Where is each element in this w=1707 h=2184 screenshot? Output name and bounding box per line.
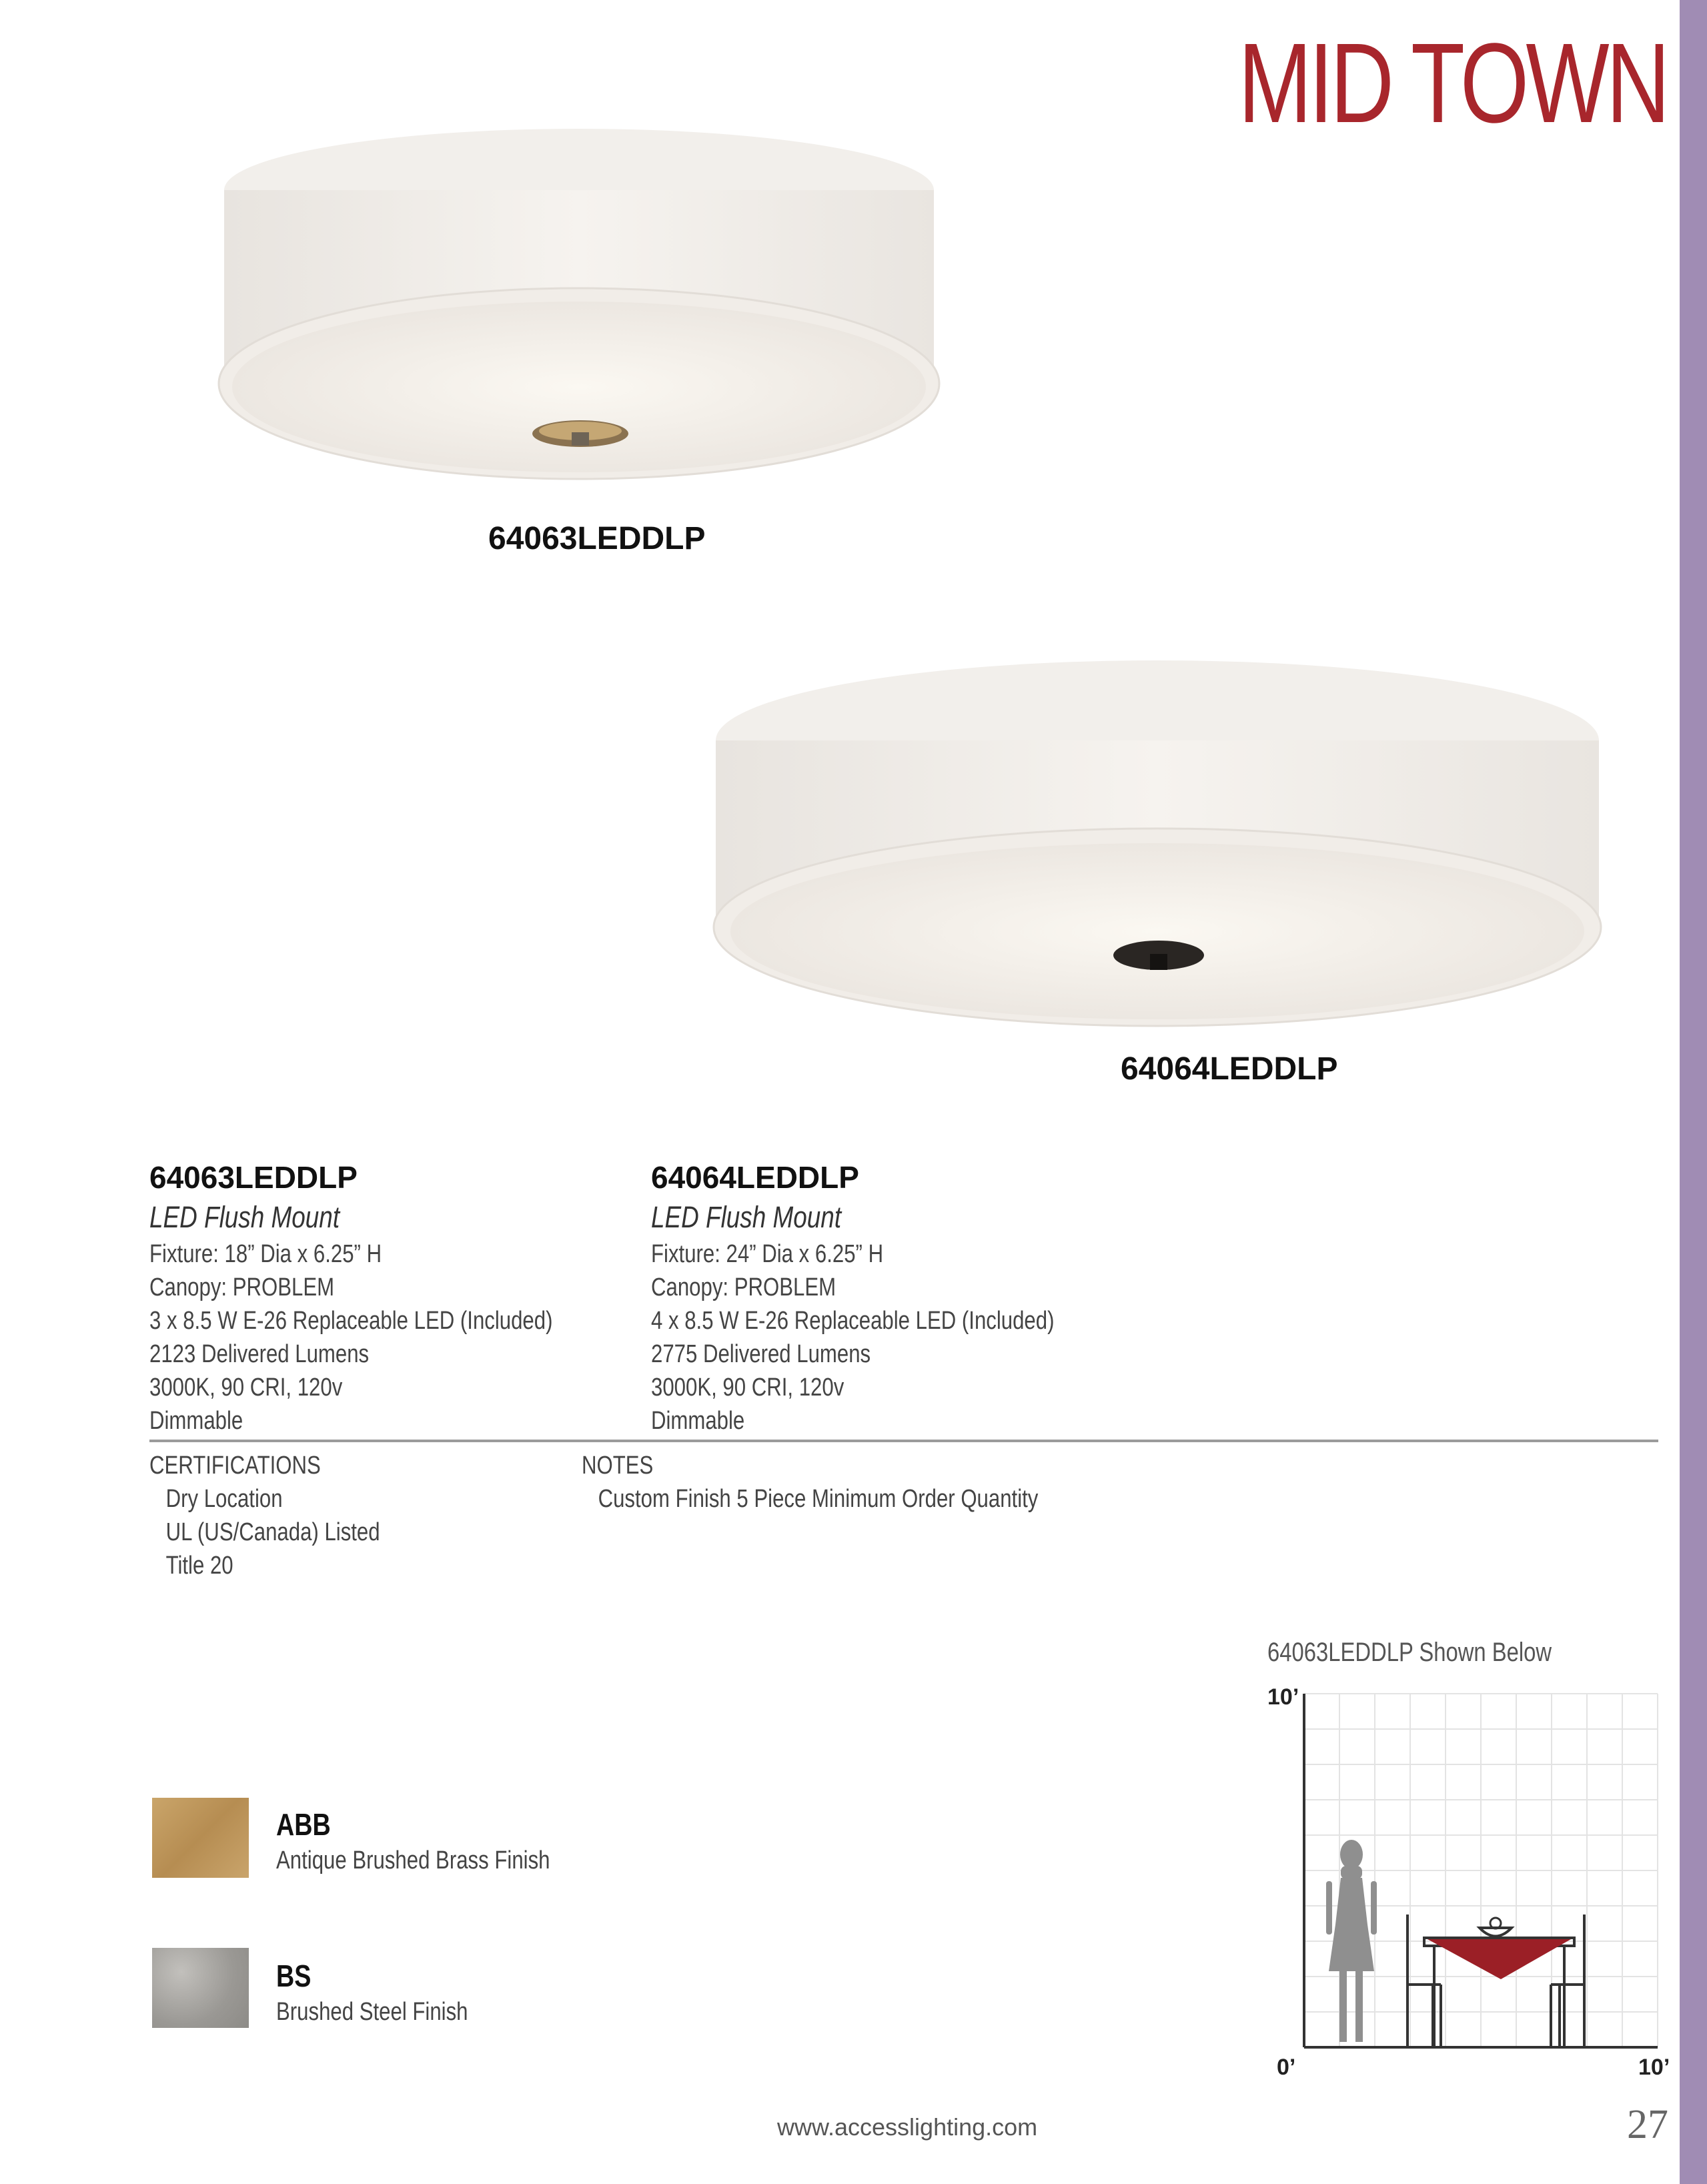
table-cloth [1428, 1939, 1571, 1979]
finish-name: Antique Brushed Brass Finish [276, 1846, 550, 1874]
scale-diagram [1301, 1691, 1661, 2051]
spec-line: Fixture: 18” Dia x 6.25” H [149, 1240, 382, 1268]
certification-item: UL (US/Canada) Listed [165, 1518, 380, 1546]
spec-line: Dimmable [651, 1407, 745, 1435]
finish-code: ABB [276, 1807, 331, 1842]
spec-block-64064 [651, 1157, 1158, 1438]
certifications-label: CERTIFICATIONS [149, 1452, 321, 1480]
spec-model: 64064LEDDLP [651, 1160, 859, 1195]
side-color-bar [1680, 0, 1707, 2184]
dining-set-icon [1407, 1915, 1584, 2047]
spec-line: Canopy: PROBLEM [149, 1273, 335, 1301]
spec-line: 3000K, 90 CRI, 120v [149, 1374, 343, 1402]
notes-label: NOTES [582, 1452, 654, 1480]
page-number: 27 [1627, 2102, 1668, 2147]
spec-line: 3000K, 90 CRI, 120v [651, 1374, 844, 1402]
scale-caption: 64063LEDDLP Shown Below [1267, 1638, 1552, 1667]
swatch-abb [152, 1798, 249, 1878]
footer-url[interactable]: www.accesslighting.com [777, 2113, 1038, 2141]
spec-line: 2775 Delivered Lumens [651, 1340, 871, 1368]
page-title: MID TOWN [1238, 20, 1667, 147]
spec-line: 3 x 8.5 W E-26 Replaceable LED (Included) [149, 1307, 553, 1335]
section-divider [149, 1440, 1658, 1442]
certification-item: Title 20 [165, 1552, 233, 1580]
finish-name: Brushed Steel Finish [276, 1998, 468, 2026]
spec-line: 2123 Delivered Lumens [149, 1340, 370, 1368]
spec-block-64063 [149, 1157, 656, 1438]
spec-line: Canopy: PROBLEM [651, 1273, 836, 1301]
scale-x-end-label: 10’ [1638, 2055, 1670, 2080]
scale-y-top-label: 10’ [1267, 1684, 1299, 1710]
finish-code: BS [276, 1959, 312, 1993]
product-image-64064 [707, 640, 1608, 1034]
spec-model: 64063LEDDLP [149, 1160, 358, 1195]
spec-line: Dimmable [149, 1407, 243, 1435]
certification-item: Dry Location [165, 1485, 283, 1513]
spec-line: Fixture: 24” Dia x 6.25” H [651, 1240, 884, 1268]
product-caption: 64064LEDDLP [1121, 1051, 1338, 1087]
spec-type: LED Flush Mount [651, 1200, 842, 1234]
product-caption: 64063LEDDLP [488, 521, 706, 556]
finish-abb [276, 1806, 610, 1875]
spec-type: LED Flush Mount [149, 1200, 340, 1234]
swatch-bs [152, 1948, 249, 2028]
finish-bs [276, 1958, 510, 2027]
scale-x-start-label: 0’ [1277, 2055, 1296, 2080]
product-image-64063 [213, 120, 954, 507]
note-item: Custom Finish 5 Piece Minimum Order Quantity [598, 1485, 1039, 1513]
certifications-block [149, 1449, 380, 1582]
notes-block [582, 1449, 1038, 1516]
spec-line: 4 x 8.5 W E-26 Replaceable LED (Included) [651, 1307, 1055, 1335]
